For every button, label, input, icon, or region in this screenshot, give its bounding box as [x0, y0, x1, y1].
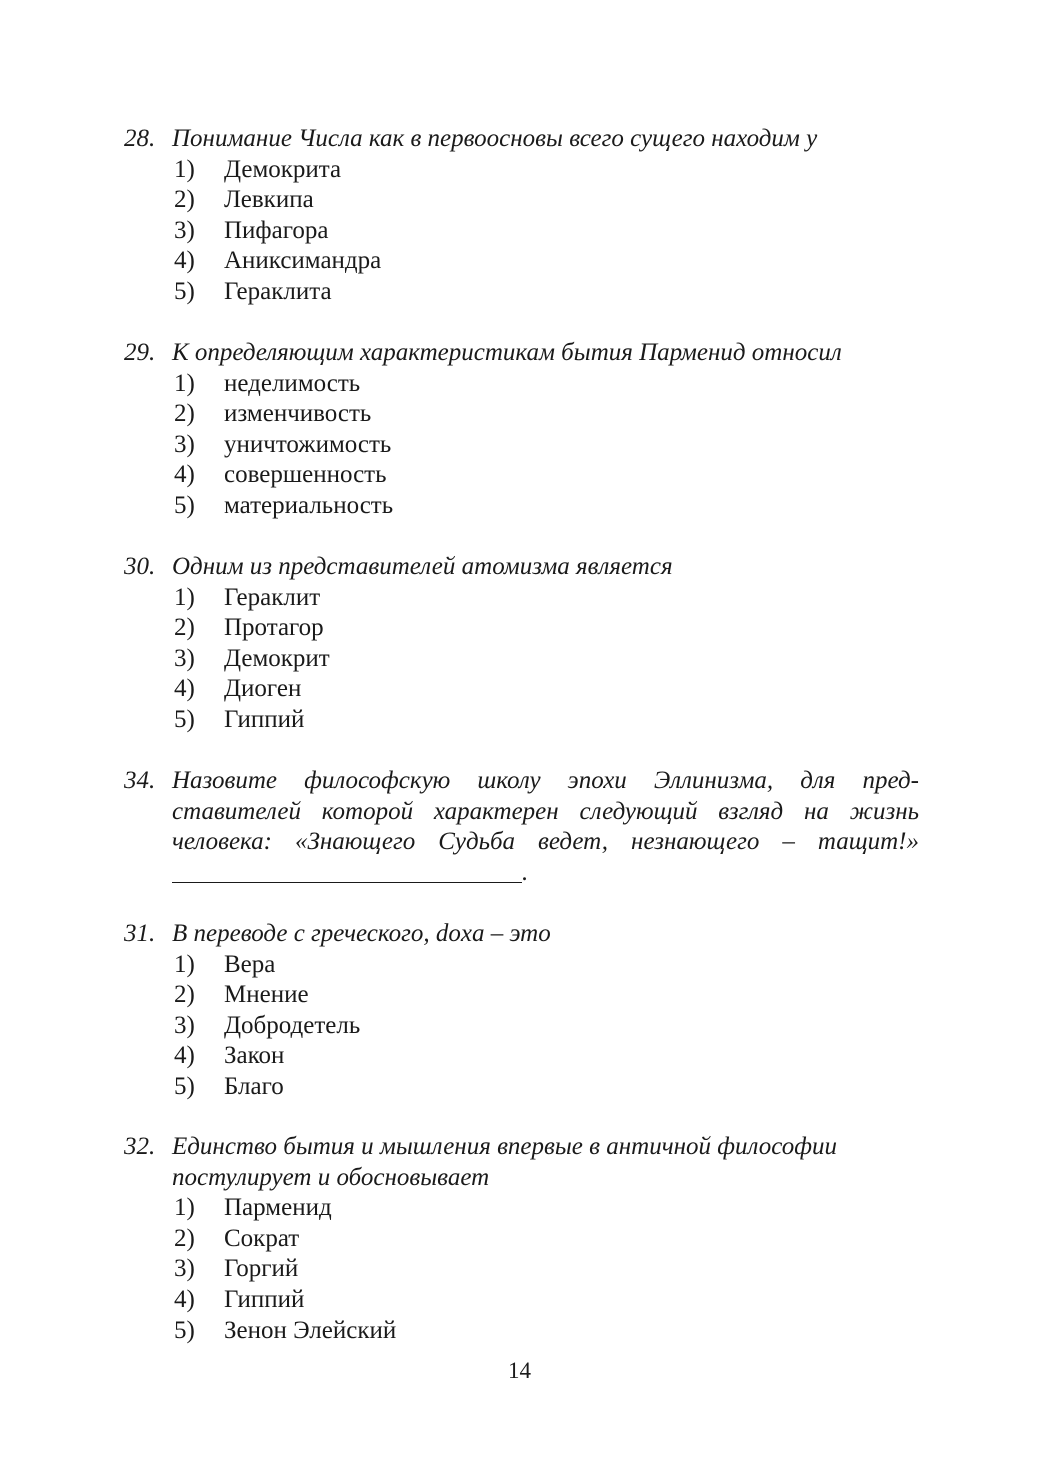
option-text: Сократ [224, 1224, 300, 1252]
option-number: 2) [174, 186, 195, 214]
question-28 [124, 124, 919, 308]
option-number: 1) [174, 1194, 195, 1222]
option-number: 5) [174, 277, 195, 305]
option-number: 3) [174, 1255, 195, 1283]
answer-option [124, 674, 919, 705]
question-text [172, 338, 919, 369]
option-text: Гиппий [224, 705, 305, 733]
option-number: 3) [174, 644, 195, 672]
question-31 [124, 919, 919, 1103]
answer-option [124, 460, 919, 491]
answer-blank-line[interactable] [172, 858, 522, 883]
answer-options [124, 1193, 919, 1346]
option-number: 3) [174, 430, 195, 458]
answer-option [124, 613, 919, 644]
option-text: Левкипа [224, 186, 314, 214]
option-text: Горгий [224, 1255, 299, 1283]
answer-option [124, 155, 919, 186]
answer-option [124, 1193, 919, 1224]
question-line: В переводе с греческого, doxa – это [172, 920, 551, 947]
option-text: Мнение [224, 981, 309, 1009]
answer-option [124, 369, 919, 400]
option-text: Парменид [224, 1194, 332, 1222]
option-text: Демокрита [224, 155, 342, 183]
answer-option [124, 1041, 919, 1072]
option-text: Пифагора [224, 216, 329, 244]
answer-option [124, 1285, 919, 1316]
option-number: 4) [174, 1285, 195, 1313]
option-text: материальность [224, 491, 394, 519]
option-number: 1) [174, 369, 195, 397]
option-text: Закон [224, 1042, 285, 1070]
option-text: Гераклит [224, 583, 321, 611]
answer-option [124, 185, 919, 216]
option-number: 3) [174, 216, 195, 244]
answer-option [124, 980, 919, 1011]
option-text: Демокрит [224, 644, 330, 672]
answer-option [124, 491, 919, 522]
question-number: 32. [124, 1133, 156, 1160]
option-number: 4) [174, 1042, 195, 1070]
option-number: 4) [174, 461, 195, 489]
option-text: Гераклита [224, 277, 332, 305]
question-prompt [124, 552, 919, 583]
question-line: К определяющим характеристикам бытия Парменид относил [172, 339, 842, 366]
option-text: Добродетель [224, 1011, 361, 1039]
option-number: 2) [174, 614, 195, 642]
answer-option [124, 246, 919, 277]
option-number: 5) [174, 705, 195, 733]
answer-option [124, 950, 919, 981]
question-text [172, 1132, 919, 1193]
answer-option [124, 399, 919, 430]
option-text: Благо [224, 1072, 284, 1100]
option-number: 5) [174, 1072, 195, 1100]
answer-blank-row [124, 858, 919, 889]
question-text [172, 766, 919, 858]
question-text [172, 124, 919, 155]
option-number: 2) [174, 981, 195, 1009]
option-number: 5) [174, 1316, 195, 1344]
answer-option [124, 644, 919, 675]
option-text: совершенность [224, 461, 387, 489]
question-prompt [124, 1132, 919, 1193]
answer-option [124, 1224, 919, 1255]
question-number: 28. [124, 125, 156, 152]
answer-option [124, 430, 919, 461]
answer-blank-suffix: . [522, 858, 529, 886]
option-number: 1) [174, 950, 195, 978]
option-number: 1) [174, 583, 195, 611]
question-prompt [124, 766, 919, 858]
answer-option [124, 1316, 919, 1347]
answer-option [124, 277, 919, 308]
option-text: изменчивость [224, 400, 372, 428]
answer-options [124, 950, 919, 1103]
answer-options [124, 155, 919, 308]
question-number: 31. [124, 920, 156, 947]
question-prompt [124, 124, 919, 155]
answer-option [124, 1254, 919, 1285]
option-text: Диоген [224, 675, 302, 703]
question-prompt [124, 338, 919, 369]
answer-options [124, 369, 919, 522]
answer-option [124, 1011, 919, 1042]
question-32 [124, 1132, 919, 1346]
option-text: Аниксимандра [224, 247, 382, 275]
option-text: Протагор [224, 614, 324, 642]
answer-option [124, 705, 919, 736]
question-text [172, 919, 919, 950]
option-text: уничтожимость [224, 430, 392, 458]
question-34 [124, 766, 919, 888]
question-number: 29. [124, 339, 156, 366]
question-30 [124, 552, 919, 736]
answer-option [124, 1072, 919, 1103]
question-line: ставителей которой характерен следующий взгляд на жизнь [172, 797, 919, 825]
page-number: 14 [508, 1358, 531, 1383]
option-text: неделимость [224, 369, 361, 397]
answer-option [124, 583, 919, 614]
option-text: Вера [224, 950, 276, 978]
option-number: 3) [174, 1011, 195, 1039]
question-line: Единство бытия и мышления впервые в античной философии [172, 1133, 837, 1160]
answer-options [124, 583, 919, 736]
option-number: 4) [174, 675, 195, 703]
option-number: 4) [174, 247, 195, 275]
option-number: 1) [174, 155, 195, 183]
option-number: 2) [174, 1224, 195, 1252]
question-line: Понимание Числа как в первоосновы всего сущего находим у [172, 125, 818, 152]
option-number: 2) [174, 400, 195, 428]
question-text [172, 552, 919, 583]
question-line: человека: «Знающего Судьба ведет, незнающего – тащит!» [172, 828, 919, 856]
option-text: Зенон Элейский [224, 1316, 397, 1344]
option-number: 5) [174, 491, 195, 519]
question-number: 30. [124, 553, 156, 580]
question-line: Назовите философскую школу эпохи Эллинизма, для пред- [172, 767, 919, 794]
question-29 [124, 338, 919, 522]
question-number: 34. [124, 767, 156, 794]
option-text: Гиппий [224, 1285, 305, 1313]
question-line: Одним из представителей атомизма является [172, 553, 673, 580]
question-line: постулирует и обосновывает [172, 1163, 490, 1191]
question-prompt [124, 919, 919, 950]
answer-option [124, 216, 919, 247]
